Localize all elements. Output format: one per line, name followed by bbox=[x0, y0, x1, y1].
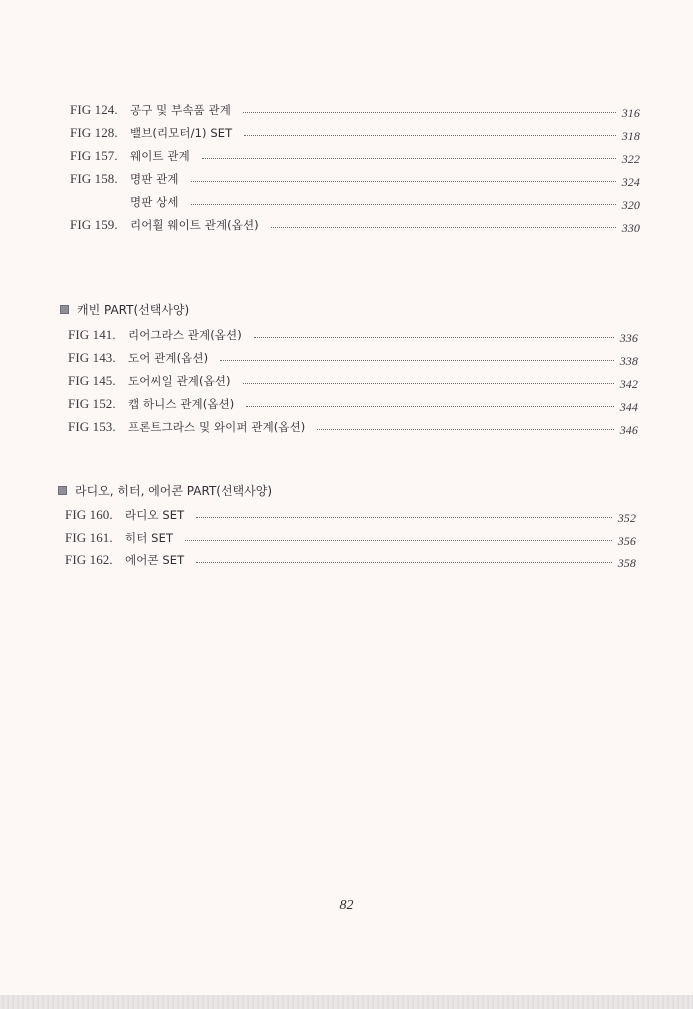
fig-number: FIG 143. bbox=[68, 350, 116, 365]
toc-row bbox=[70, 98, 640, 118]
page-ref: 320 bbox=[621, 198, 640, 212]
fig-number: FIG 128. bbox=[70, 125, 118, 140]
fig-title: 명판 상세 bbox=[130, 195, 179, 209]
fig-number: FIG 153. bbox=[68, 419, 116, 434]
fig-number: FIG 141. bbox=[68, 327, 116, 342]
fig-number: FIG 161. bbox=[65, 530, 113, 545]
toc-row bbox=[65, 526, 636, 546]
fig-title: 프론트그라스 및 와이퍼 관계(옵션) bbox=[128, 420, 306, 434]
page-ref: 346 bbox=[619, 423, 638, 437]
page-ref: 338 bbox=[619, 354, 638, 368]
toc-row bbox=[68, 323, 638, 343]
page-ref: 318 bbox=[621, 129, 640, 143]
page-ref: 358 bbox=[617, 556, 636, 570]
fig-title: 밸브(리모터/1) SET bbox=[130, 126, 233, 140]
toc-row bbox=[68, 369, 638, 389]
dot-leader bbox=[243, 111, 616, 113]
toc-row bbox=[70, 121, 640, 141]
fig-number: FIG 159. bbox=[70, 217, 118, 232]
toc-row bbox=[70, 167, 640, 187]
page-ref: 324 bbox=[621, 175, 640, 189]
dot-leader bbox=[185, 539, 612, 541]
fig-number: FIG 124. bbox=[70, 102, 118, 117]
dot-leader bbox=[254, 336, 614, 338]
page-ref: 352 bbox=[617, 511, 636, 525]
fig-title: 에어콘 SET bbox=[125, 553, 185, 567]
page-ref: 322 bbox=[621, 152, 640, 166]
toc-row bbox=[68, 415, 638, 435]
page-number: 82 bbox=[339, 898, 354, 913]
fig-title: 캡 하니스 관계(옵션) bbox=[128, 397, 235, 411]
fig-title: 리어휠 웨이트 관계(옵션) bbox=[130, 218, 259, 232]
toc-row bbox=[65, 503, 636, 523]
section-title: 캐빈 PART(선택사양) bbox=[77, 303, 190, 317]
toc-row bbox=[65, 548, 636, 568]
dot-leader bbox=[191, 180, 616, 182]
toc-row bbox=[70, 144, 640, 164]
dot-leader bbox=[271, 226, 616, 228]
fig-number: FIG 162. bbox=[65, 552, 113, 567]
toc-row bbox=[70, 190, 640, 210]
fig-number: FIG 158. bbox=[70, 171, 118, 186]
fig-title: 라디오 SET bbox=[125, 508, 185, 522]
toc-row bbox=[68, 346, 638, 366]
fig-number: FIG 152. bbox=[68, 396, 116, 411]
page-ref: 344 bbox=[619, 400, 638, 414]
fig-title: 히터 SET bbox=[125, 531, 174, 545]
fig-title: 도어씨일 관계(옵션) bbox=[128, 374, 231, 388]
page-ref: 330 bbox=[621, 221, 640, 235]
fig-title: 공구 및 부속품 관계 bbox=[130, 103, 231, 117]
page-ref: 336 bbox=[619, 331, 638, 345]
dot-leader bbox=[243, 382, 614, 384]
dot-leader bbox=[244, 134, 616, 136]
dot-leader bbox=[196, 516, 612, 518]
fig-title: 명판 관계 bbox=[130, 172, 179, 186]
dot-leader bbox=[191, 203, 616, 205]
section-title: 라디오, 히터, 에어콘 PART(선택사양) bbox=[75, 484, 273, 498]
fig-number: FIG 157. bbox=[70, 148, 118, 163]
dot-leader bbox=[246, 405, 614, 407]
fig-title: 도어 관계(옵션) bbox=[128, 351, 209, 365]
scan-edge-strip bbox=[0, 995, 693, 1009]
fig-number: FIG 145. bbox=[68, 373, 116, 388]
page-ref: 316 bbox=[621, 106, 640, 120]
fig-number: FIG 160. bbox=[65, 507, 113, 522]
page-ref: 356 bbox=[617, 534, 636, 548]
page-ref: 342 bbox=[619, 377, 638, 391]
toc-row bbox=[70, 213, 640, 233]
fig-title: 리어그라스 관계(옵션) bbox=[128, 328, 242, 342]
dot-leader bbox=[317, 428, 614, 430]
toc-row bbox=[68, 392, 638, 412]
dot-leader bbox=[196, 561, 612, 563]
square-bullet-icon bbox=[60, 305, 69, 314]
square-bullet-icon bbox=[58, 486, 67, 495]
section-heading-radio-heater-aircon bbox=[58, 482, 272, 499]
dot-leader bbox=[202, 157, 616, 159]
dot-leader bbox=[220, 359, 614, 361]
fig-title: 웨이트 관계 bbox=[130, 149, 190, 163]
section-heading-cabin bbox=[60, 301, 189, 318]
